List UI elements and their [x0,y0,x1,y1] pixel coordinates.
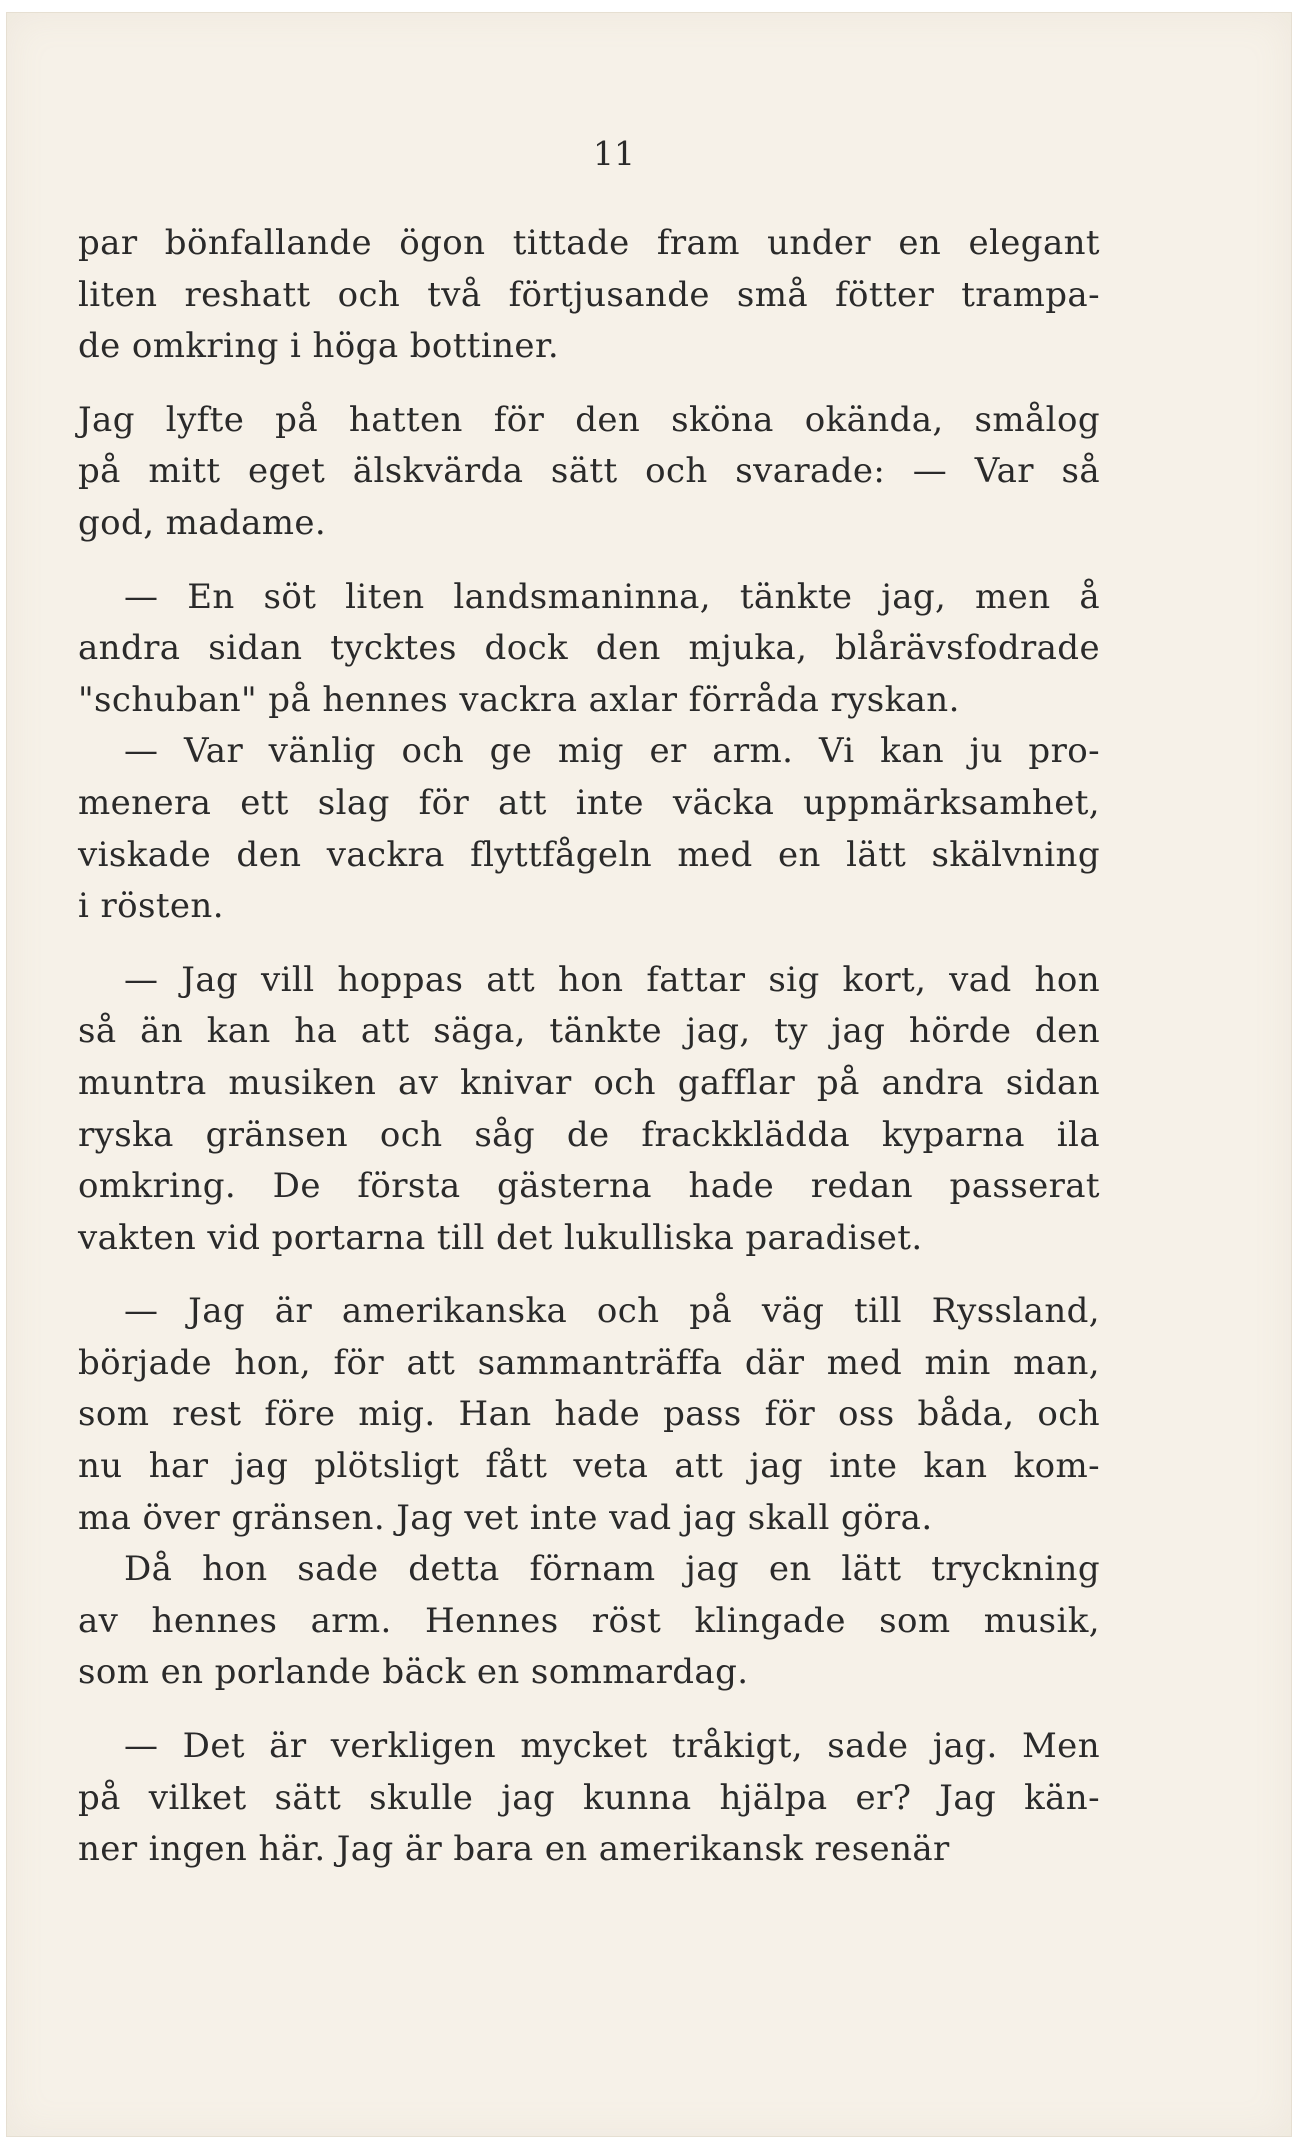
text-line: muntra musiken av knivar och gafflar på andra sidan [78,1062,1100,1103]
text-line: "schuban" på hennes vackra axlar förråda ryskan. [78,679,960,720]
text-line: — En söt liten landsmaninna, tänkte jag, men å [124,576,1100,617]
text-line: nu har jag plötsligt fått veta att jag inte kan kom- [78,1446,1100,1487]
book-page [6,12,1292,2137]
text-line: som en porlande bäck en sommardag. [78,1652,749,1693]
body-text [78,218,1100,1876]
text-line: som rest före mig. Han hade pass för oss båda, och [78,1394,1100,1435]
text-line: omkring. De första gästerna hade redan passerat [78,1166,1100,1207]
paragraph [78,726,1100,932]
text-line: — Var vänlig och ge mig er arm. Vi kan ju pro- [124,731,1100,772]
text-line: ryska gränsen och såg de frackklädda kyparna ila [78,1114,1100,1155]
text-line: av hennes arm. Hennes röst klingade som musik, [78,1600,1100,1641]
text-line: liten reshatt och två förtjusande små fötter trampa- [78,274,1100,315]
text-line: de omkring i höga bottiner. [78,326,560,367]
text-line: på vilket sätt skulle jag kunna hjälpa er? Jag kän- [78,1777,1100,1818]
page-number: 11 [593,134,635,173]
paragraph [78,1544,1100,1699]
text-line: ner ingen här. Jag är bara en amerikansk resenär [78,1829,950,1870]
text-line: så än kan ha att säga, tänkte jag, ty jag hörde den [78,1011,1100,1052]
paragraph [78,218,1100,373]
text-line: — Jag är amerikanska och på väg till Ryssland, [124,1291,1100,1332]
paragraph [78,1721,1100,1876]
paragraph [78,572,1100,727]
paragraph [78,395,1100,550]
paragraph [78,1286,1100,1544]
text-line: Jag lyfte på hatten för den sköna okända, smålog [78,399,1100,440]
text-line: par bönfallande ögon tittade fram under en elegant [78,223,1100,263]
text-line: — Det är verkligen mycket tråkigt, sade jag. Men [124,1726,1100,1767]
text-line: vakten vid portarna till det lukulliska paradiset. [78,1217,923,1258]
paragraph [78,955,1100,1265]
text-line: i rösten. [78,886,224,927]
text-line: menera ett slag för att inte väcka uppmärksamhet, [78,782,1100,823]
text-line: viskade den vackra flyttfågeln med en lätt skälvning [78,834,1100,875]
text-line: god, madame. [78,502,327,543]
text-line: — Jag vill hoppas att hon fattar sig kort, vad hon [124,959,1100,1000]
text-line: på mitt eget älskvärda sätt och svarade: — Var så [78,451,1100,492]
text-line: började hon, för att sammanträffa där med min man, [78,1342,1100,1383]
text-line: andra sidan tycktes dock den mjuka, blårävsfodrade [78,628,1100,669]
text-line: Då hon sade detta förnam jag en lätt tryckning [124,1549,1100,1590]
text-line: ma över gränsen. Jag vet inte vad jag skall göra. [78,1497,933,1538]
